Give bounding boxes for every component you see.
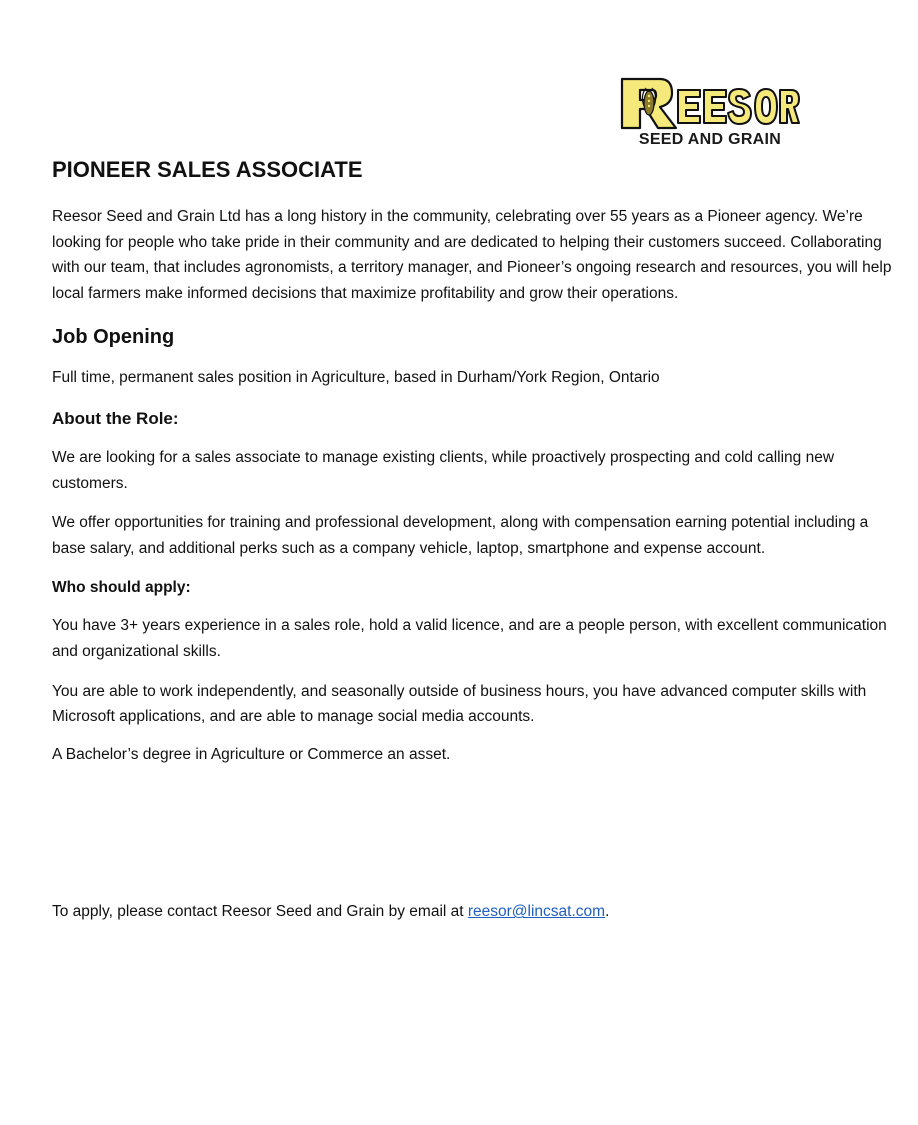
page-title: PIONEER SALES ASSOCIATE [52,157,363,182]
apply-prefix: To apply, please contact Reesor Seed and Grain by email at [52,903,468,921]
email-link[interactable]: reesor@lincsat.com [467,903,606,921]
about-role-paragraph-1: We are looking for a sales associate to manage existing clients, while proactively prospecting and cold calling new customers. [52,448,835,492]
who-apply-paragraph-2: You are able to work independently, and seasonally outside of business hours, you have advanced computer skills with Microsoft applications, and are able to manage social media accounts. [52,682,867,726]
logo-tagline: SEED AND GRAIN [638,131,782,148]
logo-letters [678,89,799,124]
who-apply-paragraph-3: A Bachelor’s degree in Agriculture or Commerce an asset. [52,745,451,763]
document-body [52,152,902,925]
who-apply-paragraph-1: You have 3+ years experience in a sales role, hold a valid licence, and are a people person, with excellent communication and organizational skills. [52,617,887,660]
job-opening-text: Full time, permanent sales position in Agriculture, based in Durham/York Region, Ontario [52,369,660,387]
job-opening-heading: Job Opening [52,326,175,349]
company-logo [618,76,800,152]
apply-instructions [52,899,902,925]
about-role-paragraph-2: We offer opportunities for training and professional development, along with compensation earning potential including a base salary, and additional perks such as a company vehicle, laptop, smartphone and expense account. [52,514,869,557]
about-role-heading: About the Role: [52,408,179,428]
who-should-apply-heading: Who should apply: [52,579,191,597]
apply-suffix: . [605,903,610,921]
intro-paragraph: Reesor Seed and Grain Ltd has a long history in the community, celebrating over 55 years as a Pioneer agency. We’re looking for people who take pride in their community and are dedicated to helping their customers succeed. Collaborating with our team, that includes agronomists, a territory manager, and Pioneer’s ongoing research and resources, you will help local farmers make informed decisions that maximize profitability and grow their operations. [52,208,892,302]
reesor-logo-graphic [618,76,800,132]
